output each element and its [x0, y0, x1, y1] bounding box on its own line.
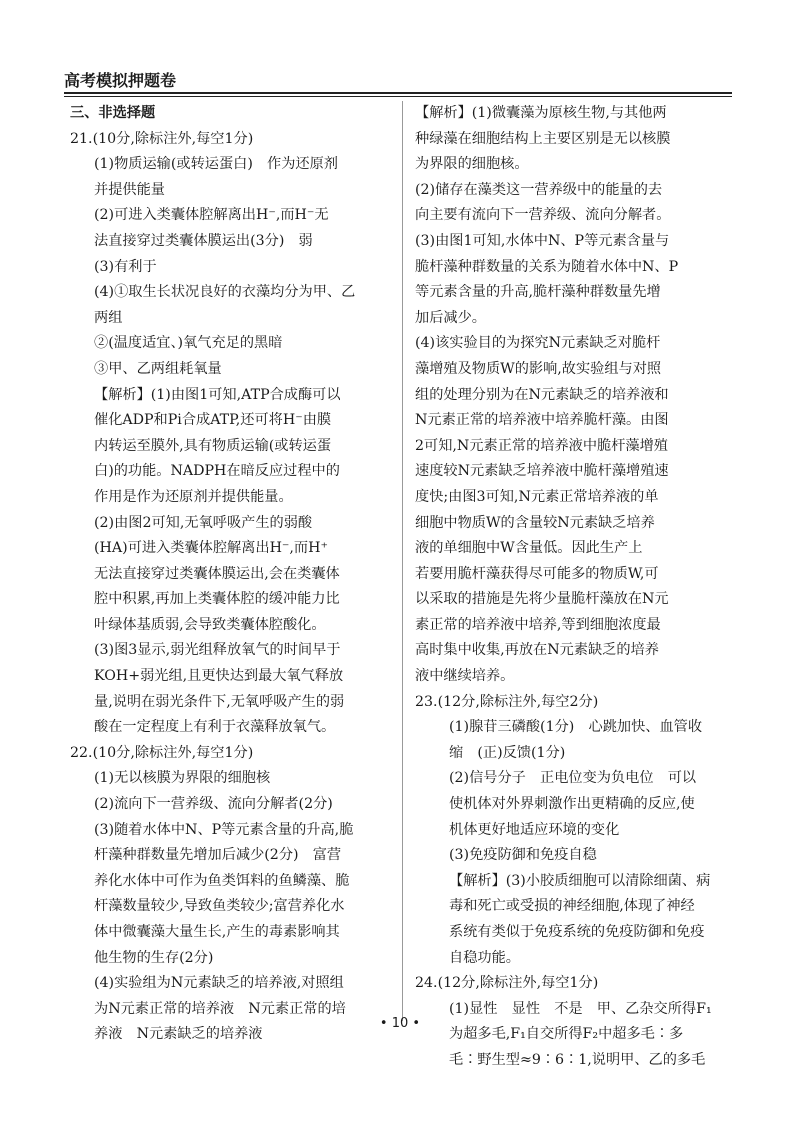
text-line: 以采取的措施是先将少量脆杆藻放在N元: [415, 591, 669, 608]
text-line: (3)有利于: [94, 258, 157, 275]
text-line: 并提供能量: [94, 181, 165, 198]
text-line: (3)图3显示,弱光组释放氧气的时间早于: [94, 642, 341, 659]
text-line: 为N元素正常的培养液 N元素正常的培: [94, 1000, 346, 1017]
text-line: 为超多毛,F₁自交所得F₂中超多毛∶多: [449, 1026, 684, 1043]
text-line: 24.(12分,除标注外,每空1分): [415, 975, 599, 992]
text-line: 种绿藻在细胞结构上主要区别是无以核膜: [415, 130, 671, 147]
text-line: ③甲、乙两组耗氧量: [94, 360, 222, 377]
header-rule-thin: [64, 96, 732, 97]
text-line: 养液 N元素缺乏的培养液: [94, 1026, 263, 1043]
text-line: 【解析】(1)微囊藻为原核生物,与其他两: [415, 105, 667, 121]
text-line: N元素正常的培养液中培养脆杆藻。由图: [415, 412, 669, 429]
text-line: (2)由图2可知,无氧呼吸产生的弱酸: [94, 514, 313, 531]
text-line: 催化ADP和Pi合成ATP,还可将H⁻由膜: [94, 412, 332, 429]
text-line: KOH+弱光组,且更快达到最大氧气释放: [94, 668, 344, 685]
text-line: 内转运至膜外,具有物质运输(或转运蛋: [94, 437, 332, 454]
text-line: (1)腺苷三磷酸(1分) 心跳加快、血管收: [449, 719, 703, 736]
text-line: (3)随着水体中N、P等元素含量的升高,脆: [94, 821, 354, 838]
text-line: 两组: [94, 309, 123, 326]
text-line: 素正常的培养液中培养,等到细胞浓度最: [415, 616, 661, 633]
text-line: (HA)可进入类囊体腔解离出H⁻,而H⁺: [94, 540, 328, 557]
page-header: 高考模拟押题卷: [64, 71, 177, 90]
text-line: 腔中积累,再加上类囊体腔的缓冲能力比: [94, 591, 340, 608]
text-line: 【解析】(1)由图1可知,ATP合成酶可以: [94, 386, 341, 403]
text-line: 杆藻种群数量先增加后减少(2分) 富营: [94, 847, 342, 864]
text-line: 作用是作为还原剂并提供能量。: [94, 488, 293, 505]
text-line: 23.(12分,除标注外,每空2分): [415, 693, 599, 710]
text-line: (2)储存在藻类这一营养级中的能量的去: [415, 181, 663, 198]
text-line: 加后减少。: [415, 309, 486, 326]
text-line: (1)无以核膜为界限的细胞核: [94, 770, 271, 787]
text-line: 脆杆藻种群数量的关系为随着水体中N、P: [415, 258, 679, 275]
text-line: 【解析】(3)小胶质细胞可以清除细菌、病: [449, 872, 711, 889]
text-line: (4)①取生长状况良好的衣藻均分为甲、乙: [94, 284, 356, 301]
text-line: 三、非选择题: [70, 105, 156, 121]
text-line: 法直接穿过类囊体膜运出(3分) 弱: [94, 232, 313, 249]
text-line: 为界限的细胞核。: [415, 156, 529, 173]
text-line: 无法直接穿过类囊体膜运出,会在类囊体: [94, 565, 340, 582]
text-line: 度快;由图3可知,N元素正常培养液的单: [415, 488, 659, 505]
header-rule: [64, 92, 732, 94]
text-line: 自稳功能。: [449, 949, 520, 966]
text-line: 液中继续培养。: [415, 668, 515, 685]
text-line: 量,说明在弱光条件下,无氧呼吸产生的弱: [94, 693, 345, 710]
text-line: ②(温度适宜、)氧气充足的黑暗: [94, 335, 283, 352]
text-line: 22.(10分,除标注外,每空1分): [70, 744, 254, 761]
text-line: (2)流向下一营养级、流向分解者(2分): [94, 796, 333, 813]
text-line: (2)可进入类囊体腔解离出H⁻,而H⁻无: [94, 207, 329, 224]
text-line: 组的处理分别为在N元素缺乏的培养液和: [415, 386, 669, 403]
text-line: 缩 (正)反馈(1分): [449, 744, 566, 761]
text-line: 他生物的生存(2分): [94, 949, 214, 966]
text-line: (1)显性 显性 不是 甲、乙杂交所得F₁: [449, 1000, 712, 1017]
text-line: 白)的功能。NADPH在暗反应过程中的: [94, 463, 340, 480]
text-line: 21.(10分,除标注外,每空1分): [70, 130, 254, 147]
text-line: 速度较N元素缺乏培养液中脆杆藻增殖速: [415, 463, 669, 480]
text-line: 向主要有流向下一营养级、流向分解者。: [415, 207, 671, 224]
text-line: 高时集中收集,再放在N元素缺乏的培养: [415, 642, 659, 659]
text-line: 体中微囊藻大量生长,产生的毒素影响其: [94, 924, 340, 940]
text-line: (3)免疫防御和免疫自稳: [449, 847, 597, 864]
text-line: 细胞中物质W的含量较N元素缺乏培养: [415, 514, 655, 531]
text-line: 毛∶野生型≈9∶6∶1,说明甲、乙的多毛: [449, 1051, 706, 1068]
text-line: 2可知,N元素正常的培养液中脆杆藻增殖: [415, 437, 668, 454]
text-line: 液的单细胞中W含量低。因此生产上: [415, 540, 643, 557]
text-line: 系统有类似于免疫系统的免疫防御和免疫: [449, 924, 705, 940]
text-line: 酸在一定程度上有利于衣藻释放氧气。: [94, 719, 336, 736]
text-line: 叶绿体基质弱,会导致类囊体腔酸化。: [94, 616, 326, 633]
text-line: 养化水体中可作为鱼类饵料的鱼鳞藻、脆: [94, 872, 350, 889]
text-line: 杆藻数量较少,导致鱼类较少;富营养化水: [94, 898, 345, 915]
text-line: 使机体对外界刺激作出更精确的反应,使: [449, 796, 695, 813]
page-number: • 10 •: [379, 1016, 421, 1031]
column-divider: [402, 101, 403, 1021]
text-line: (4)该实验目的为探究N元素缺乏对脆杆: [415, 335, 661, 352]
text-line: 藻增殖及物质W的影响,故实验组与对照: [415, 360, 662, 377]
text-line: 机体更好地适应环境的变化: [449, 821, 620, 838]
text-line: (4)实验组为N元素缺乏的培养液,对照组: [94, 975, 344, 992]
text-line: (3)由图1可知,水体中N、P等元素含量与: [415, 232, 670, 249]
text-line: (2)信号分子 正电位变为负电位 可以: [449, 770, 697, 787]
left-column: [70, 101, 390, 1048]
text-line: (1)物质运输(或转运蛋白) 作为还原剂: [94, 156, 338, 173]
text-line: 毒和死亡或受损的神经细胞,体现了神经: [449, 898, 695, 915]
text-line: 若要用脆杆藻获得尽可能多的物质W,可: [415, 565, 659, 582]
text-line: 等元素含量的升高,脆杆藻种群数量先增: [415, 284, 661, 301]
right-column: [415, 101, 733, 1074]
